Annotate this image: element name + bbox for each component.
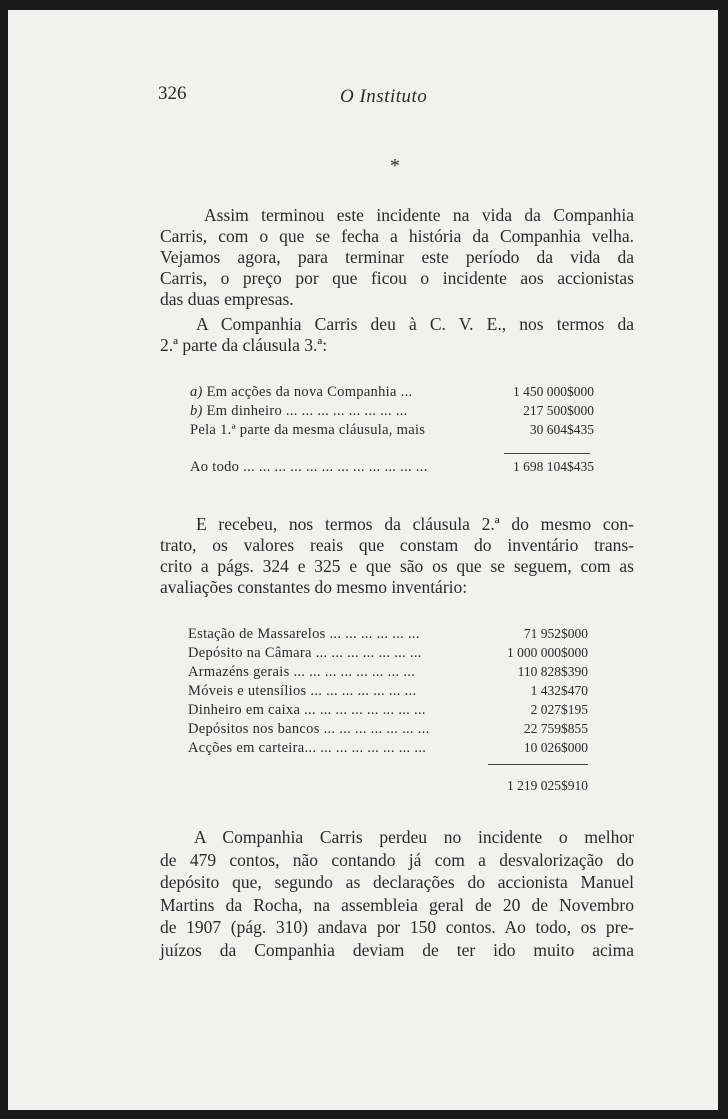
table-row xyxy=(188,721,588,740)
row-value: 10 026$000 xyxy=(523,740,588,755)
row-label: Dinheiro em caixa ... ... ... ... ... ... ... ... xyxy=(188,702,426,718)
row-label: Acções em carteira... ... ... ... ... ... ... ... xyxy=(188,740,427,756)
document-page xyxy=(8,10,718,1110)
table-row xyxy=(188,626,588,645)
paragraph-line: avaliações constantes do mesmo inventário: xyxy=(160,577,468,597)
paragraph-line: juízos da Companhia deviam de ter ido muito acima xyxy=(160,939,634,960)
table-row xyxy=(188,702,588,721)
table-row xyxy=(188,683,588,702)
paragraph-1 xyxy=(160,205,634,310)
paragraph-line: Vejamos agora, para terminar este período da vida da xyxy=(160,247,634,267)
paragraph-line: de 1907 (pág. 310) andava por 150 contos. Ao todo, os pre- xyxy=(160,917,634,937)
row-marker: b) xyxy=(190,403,203,419)
row-value: 30 604$435 xyxy=(529,422,594,437)
section-separator: * xyxy=(390,155,400,177)
table-row xyxy=(188,645,588,664)
row-label: Depósitos nos bancos ... ... ... ... ... ... ... xyxy=(188,721,430,737)
row-value: 1 450 000$000 xyxy=(513,384,594,399)
row-value: 110 828$390 xyxy=(517,664,588,679)
paragraph-line: depósito que, segundo as declarações do accionista Manuel xyxy=(160,872,634,892)
row-value: 22 759$855 xyxy=(523,721,588,736)
table-row xyxy=(190,384,594,403)
paragraph-line: das duas empresas. xyxy=(160,289,294,309)
row-label: Pela 1.ª parte da mesma cláusula, mais xyxy=(190,422,426,438)
total-label: Ao todo ... ... ... ... ... ... ... ... ... ... ... ... xyxy=(190,459,428,475)
row-value: 1 432$470 xyxy=(530,683,588,698)
row-text: Em dinheiro ... ... ... ... ... ... ... ... xyxy=(206,403,408,419)
table-row xyxy=(188,740,588,759)
table-row xyxy=(190,422,594,441)
paragraph-line: Carris, o preço por que ficou o incidente aos accionistas xyxy=(160,268,634,288)
row-label: Armazéns gerais ... ... ... ... ... ... ... ... xyxy=(188,664,416,680)
row-label: Estação de Massarelos ... ... ... ... ... ... xyxy=(188,626,420,642)
paragraph-line: crito a págs. 324 e 325 e que são os que se seguem, com as xyxy=(160,556,634,576)
table-row xyxy=(188,664,588,683)
payment-total xyxy=(190,459,594,478)
paragraph-line: Carris, com o que se fecha a história da Companhia velha. xyxy=(160,226,634,246)
row-label xyxy=(190,403,408,420)
paragraph-line: E recebeu, nos termos da cláusula 2.ª do mesmo con- xyxy=(196,514,634,534)
table-row xyxy=(190,403,594,422)
paragraph-4 xyxy=(160,826,634,961)
paragraph-line: Martins da Rocha, na assembleia geral de 20 de Novembro xyxy=(160,894,634,915)
sum-rule xyxy=(488,764,588,765)
paragraph-3 xyxy=(160,514,634,598)
total-row xyxy=(190,459,594,478)
row-label: Depósito na Câmara ... ... ... ... ... ... ... xyxy=(188,645,422,661)
row-label xyxy=(190,384,412,401)
paragraph-2 xyxy=(160,314,634,356)
total-row xyxy=(488,778,588,797)
total-value: 1 698 104$435 xyxy=(513,459,594,474)
row-label: Móveis e utensílios ... ... ... ... ... ... ... xyxy=(188,683,417,699)
row-value: 71 952$000 xyxy=(523,626,588,641)
row-value: 2 027$195 xyxy=(530,702,588,717)
paragraph-line: A Companhia Carris deu à C. V. E., nos termos da xyxy=(196,314,634,334)
row-value: 1 000 000$000 xyxy=(507,645,588,660)
paragraph-line: de 479 contos, não contando já com a desvalorização do xyxy=(160,849,634,870)
paragraph-line: A Companhia Carris perdeu no incidente o melhor xyxy=(194,827,634,847)
paragraph-line: 2.ª parte da cláusula 3.ª: xyxy=(160,335,328,355)
row-text: Em acções da nova Companhia ... xyxy=(206,384,413,400)
payment-table xyxy=(190,384,594,441)
inventory-table xyxy=(188,626,588,759)
paragraph-line: Assim terminou este incidente na vida da Companhia xyxy=(204,205,634,225)
inventory-total xyxy=(488,778,588,797)
sum-rule xyxy=(504,453,590,454)
row-marker: a) xyxy=(190,384,203,400)
running-title: O Instituto xyxy=(340,86,428,107)
total-value: 1 219 025$910 xyxy=(507,778,588,793)
row-value: 217 500$000 xyxy=(523,403,594,418)
page-number: 326 xyxy=(158,83,187,104)
paragraph-line: trato, os valores reais que constam do inventário trans- xyxy=(160,535,634,555)
